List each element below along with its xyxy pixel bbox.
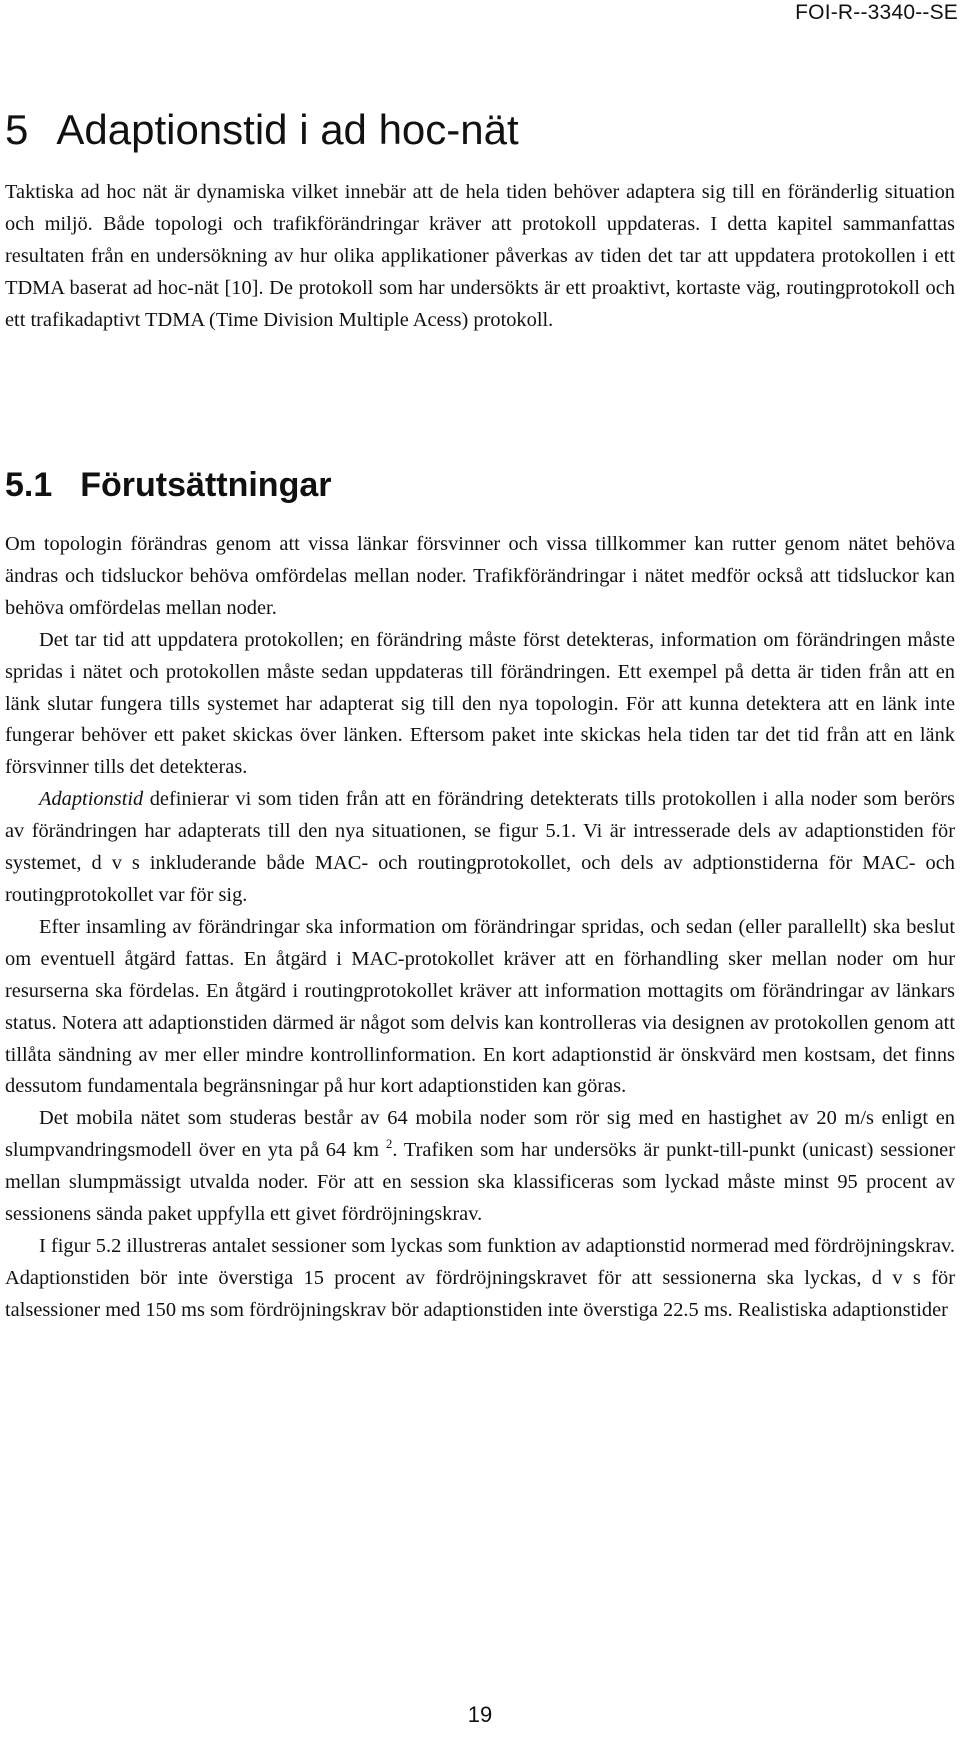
paragraph-6: I figur 5.2 illustreras antalet sessioner som lyckas som funktion av adaptionstid normerad med fördröjningskrav. Adaptionstiden bör inte överstiga 15 procent av fördröjningskravet för att sessionerna ska lyckas, d v s för talsessioner med 150 ms som fördröjningskrav bör adaptionstiden inte överstiga 22.5 ms. Realistiska adaptionstider xyxy=(5,1234,955,1321)
section-title: Förutsättningar xyxy=(80,466,332,504)
section-number: 5.1 xyxy=(5,466,53,504)
intro-paragraph: Taktiska ad hoc nät är dynamiska vilket innebär att de hela tiden behöver adaptera sig till en föränderlig situation och miljö. Både topologi och trafikförändringar kräver att protokoll uppdateras. I detta kapitel sammanfattas resultaten från en undersökning av hur olika applikationer påverkas av tiden det tar att uppdatera protokollen i ett TDMA baserat ad hoc-nät [10]. De protokoll som har undersökts är ett proaktivt, kortaste väg, routingprotokoll och ett trafikadaptivt TDMA (Time Division Multiple Acess) protokoll. xyxy=(5,181,955,331)
report-id: FOI-R--3340--SE xyxy=(795,1,958,24)
paragraph-5-text-b: . Trafiken som har undersöks är punkt-till-punkt (unicast) sessioner mellan slumpmässigt utvalda noder. För att en session ska klassificeras som lyckad måste minst 95 procent av sessionens sända paket uppfylla ett givet fördröjningskrav. xyxy=(5,1139,955,1226)
page-number: 19 xyxy=(467,1702,493,1727)
section-body xyxy=(5,529,955,1327)
chapter-heading xyxy=(5,104,519,156)
paragraph-3 xyxy=(5,784,955,912)
chapter-title: Adaptionstid i ad hoc-nät xyxy=(56,106,519,153)
section-heading xyxy=(5,464,331,506)
superscript-2: 2 xyxy=(385,1136,393,1152)
paragraph-4: Efter insamling av förändringar ska information om förändringar spridas, och sedan (eller parallellt) ska beslut om eventuell åtgärd fattas. En åtgärd i MAC-protokollet kräver att en förhandling sker mellan noder om hur resurserna ska fördelas. En åtgärd i routingprotokollet kräver att information mottagits om förändringar av länkars status. Notera att adaptionstiden därmed är något som delvis kan kontrolleras via designen av protokollen genom att tillåta sändning av mer eller mindre kontrollinformation. En kort adaptionstid är önskvärd men kostsam, det finns dessutom fundamentala begränsningar på hur kort adaptionstiden kan göras. xyxy=(5,915,955,1098)
term-adaptionstid: Adaptionstid xyxy=(39,788,144,811)
paragraph-1: Om topologin förändras genom att vissa länkar försvinner och vissa tillkommer kan rutter genom nätet behöva ändras och tidsluckor behöva omfördelas mellan noder. Trafikförändringar i nätet medför också att tidsluckor kan behöva omfördelas mellan noder. xyxy=(5,533,955,619)
chapter-number: 5 xyxy=(5,106,29,153)
paragraph-3-text: definierar vi som tiden från att en förändring detekterats tills protokollen i alla noder som berörs av förändringen har adapterats till den nya situationen, se figur 5.1. Vi är intresserade dels av adaptionstiden för systemet, d v s inkluderande både MAC- och routingprotokollet, och dels av adptionstiderna för MAC- och routingprotokollet var för sig. xyxy=(5,788,955,906)
paragraph-5 xyxy=(5,1103,955,1231)
paragraph-2: Det tar tid att uppdatera protokollen; en förändring måste först detekteras, information om förändringen måste spridas i nätet och protokollen måste sedan uppdateras till förändringen. Ett exempel på detta är tiden från att en länk slutar fungera tills systemet har adapterat sig till den nya topologin. För att kunna detektera att en länk inte fungerar behöver ett paket skickas över länken. Eftersom paket inte skickas hela tiden tar det tid från att en länk försvinner tills det detekteras. xyxy=(5,628,955,779)
intro-block xyxy=(5,177,955,337)
paragraph-5-text-a: Det mobila nätet som studeras består av 64 mobila noder som rör sig med en hastighet av 20 m/s enligt en slumpvandringsmodell över en yta på 64 km xyxy=(5,1107,955,1162)
